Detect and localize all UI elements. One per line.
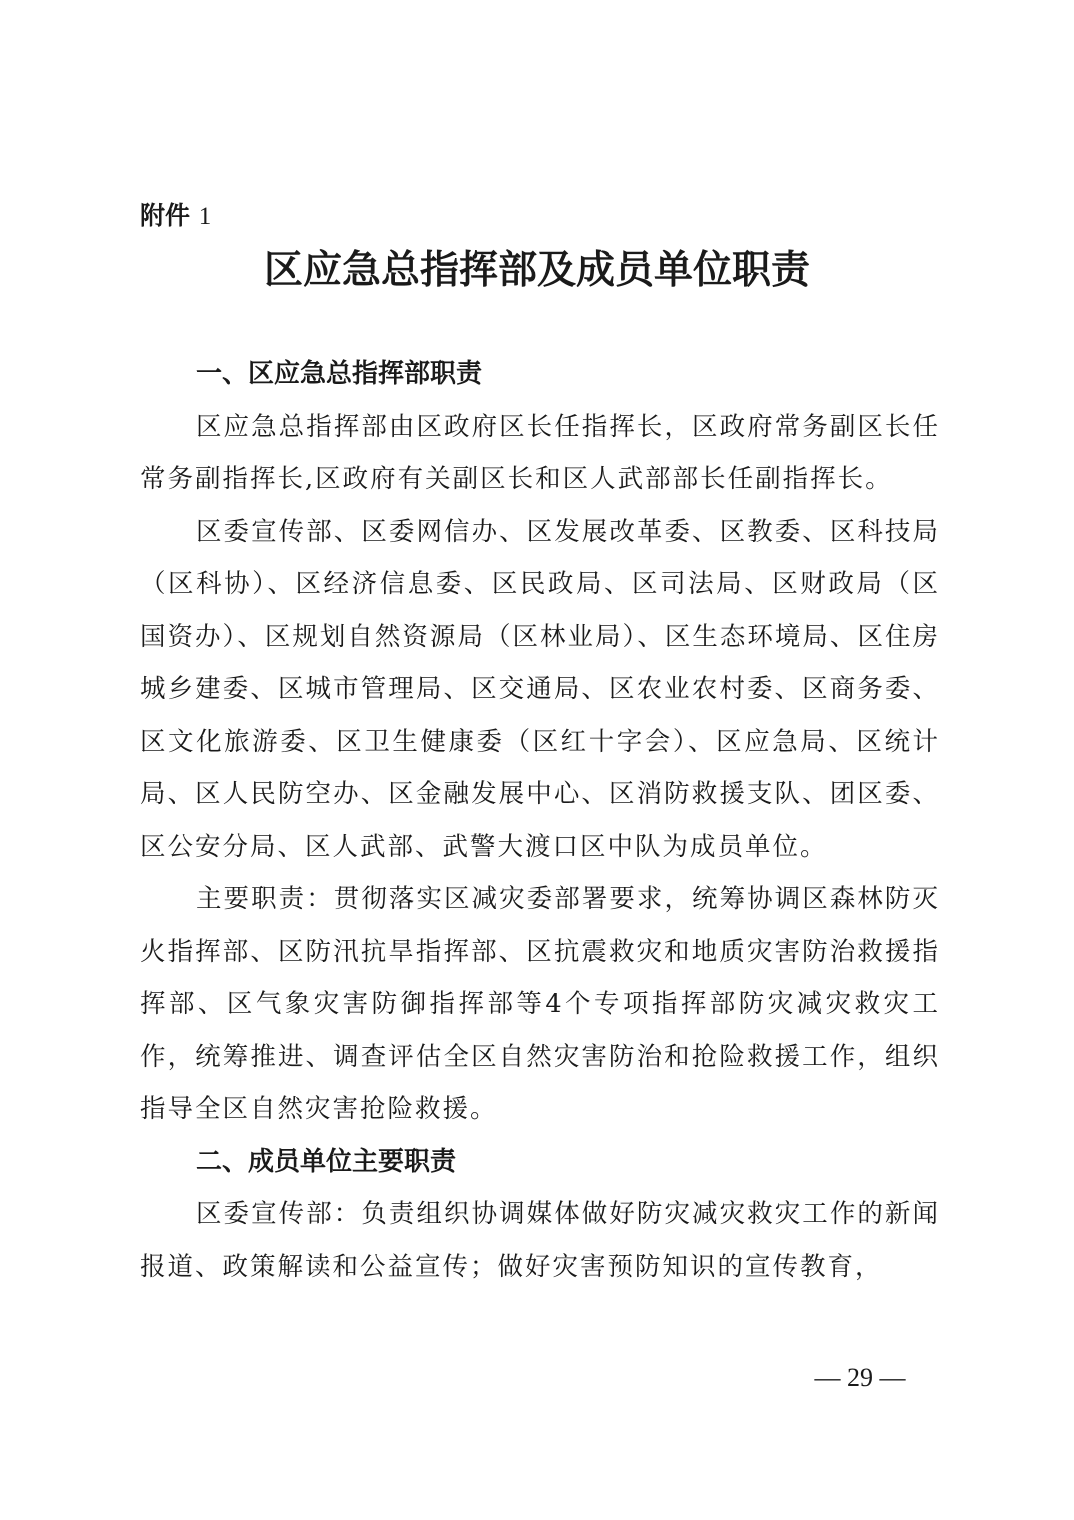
document-title: 区应急总指挥部及成员单位职责 <box>263 247 810 293</box>
page-number: — 29 — <box>814 1363 906 1392</box>
attachment-number: 1 <box>198 203 212 230</box>
paragraph-main-duties: 主要职责：贯彻落实区减灾委部署要求，统筹协调区森林防灭火指挥部、区防汛抗旱指挥部、区抗震救灾和地质灾害防治救援指挥部、区气象灾害防御指挥部等4个专项指挥部防灾减灾救灾工作，统筹推进、调查评估全区自然灾害防治和抢险救援工作，组织指导全区自然灾害抢险救援。 <box>140 884 940 1124</box>
paragraph-command-structure: 区应急总指挥部由区政府区长任指挥长，区政府常务副区长任常务副指挥长,区政府有关副区长和区人武部部长任副指挥长。 <box>140 411 940 494</box>
paragraph-member-units: 区委宣传部、区委网信办、区发展改革委、区教委、区科技局（区科协）、区经济信息委、区民政局、区司法局、区财政局（区国资办）、区规划自然资源局（区林业局）、区生态环境局、区住房城乡建委、区城市管理局、区交通局、区农业农村委、区商务委、区文化旅游委、区卫生健康委（区红十字会）、区应急局、区统计局、区人民防空办、区金融发展中心、区消防救援支队、团区委、区公安分局、区人武部、武警大渡口区中队为成员单位。 <box>140 516 940 862</box>
section-heading-1: 一、区应急总指挥部职责 <box>196 359 483 389</box>
section-heading-2: 二、成员单位主要职责 <box>196 1146 457 1177</box>
paragraph-propaganda-dept: 区委宣传部：负责组织协调媒体做好防灾减灾救灾工作的新闻报道、政策解读和公益宣传；做好灾害预防知识的宣传教育， <box>140 1199 940 1282</box>
document-body <box>140 348 940 1293</box>
attachment-label <box>140 198 211 235</box>
attachment-label-text: 附件 <box>140 201 191 230</box>
